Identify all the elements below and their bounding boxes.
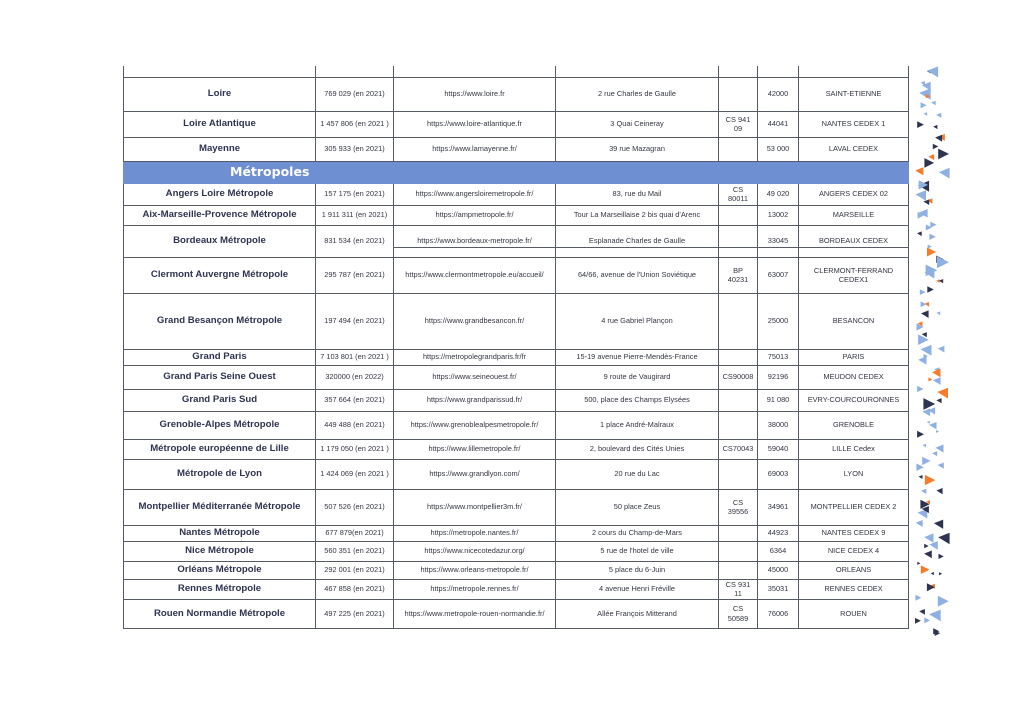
decorative-triangle — [922, 332, 927, 337]
postcode-cell: 92196 — [758, 365, 799, 389]
entity-name: Loire Atlantique — [124, 111, 316, 137]
postcode-cell: 35031 — [758, 579, 799, 599]
postcode-cell: 25000 — [758, 293, 799, 349]
decorative-triangle — [919, 609, 925, 615]
entity-name: Orléans Métropole — [124, 561, 316, 579]
decorative-triangle — [917, 386, 923, 392]
cs-bp-cell: CS 39556 — [719, 489, 758, 525]
city-cell: ORLEANS — [799, 561, 909, 579]
website-link[interactable]: https://www.clermontmetropole.eu/accueil/ — [394, 257, 556, 293]
decorative-triangle — [927, 421, 930, 424]
empty-cell — [719, 66, 758, 77]
decorative-triangle — [917, 121, 924, 128]
website-link[interactable]: https://www.seineouest.fr/ — [394, 365, 556, 389]
decorative-triangle — [939, 168, 950, 179]
city-cell: BESANCON — [799, 293, 909, 349]
website-link[interactable]: https://www.bordeaux-metropole.fr/ — [394, 225, 556, 257]
section-header-row — [124, 161, 909, 183]
website-link[interactable]: https://www.loire.fr — [394, 77, 556, 111]
decorative-triangle — [921, 102, 927, 108]
cell-divider — [556, 247, 718, 248]
website-link[interactable]: https://ampmetropole.fr/ — [394, 205, 556, 225]
cs-bp-cell — [719, 293, 758, 349]
decorative-triangle — [916, 190, 927, 201]
entity-name: Rennes Métropole — [124, 579, 316, 599]
population-cell: 320000 (en 2022) — [316, 365, 394, 389]
website-link[interactable]: https://www.grandparissud.fr/ — [394, 389, 556, 411]
decorative-triangle — [921, 345, 932, 356]
decorative-triangle — [924, 544, 929, 549]
decorative-triangle — [917, 562, 920, 565]
decorative-triangle — [934, 520, 943, 529]
entity-name: Métropole de Lyon — [124, 459, 316, 489]
postcode-cell: 45000 — [758, 561, 799, 579]
directory-table — [123, 66, 909, 629]
entity-name: Rouen Normandie Métropole — [124, 599, 316, 628]
city-cell: BORDEAUX CEDEX — [799, 225, 909, 257]
cs-bp-cell — [719, 389, 758, 411]
cs-bp-cell — [719, 137, 758, 161]
table-row — [124, 489, 909, 525]
entity-name: Grand Paris — [124, 349, 316, 365]
address-cell: 83, rue du Mail — [556, 183, 719, 205]
city-cell: ROUEN — [799, 599, 909, 628]
table-row — [124, 137, 909, 161]
city-cell: EVRY-COURCOURONNES — [799, 389, 909, 411]
city-cell: MARSEILLE — [799, 205, 909, 225]
city-cell: LAVAL CEDEX — [799, 137, 909, 161]
entity-name: Grenoble-Alpes Métropole — [124, 411, 316, 439]
empty-cell — [394, 66, 556, 77]
decorative-triangle — [918, 356, 926, 364]
decorative-triangle — [937, 256, 949, 268]
cs-bp-cell: CS90008 — [719, 365, 758, 389]
cs-bp-cell: CS70043 — [719, 439, 758, 459]
postcode-cell: 6364 — [758, 541, 799, 561]
table-row — [124, 525, 909, 541]
population-cell: 357 664 (en 2021) — [316, 389, 394, 411]
address-cell: 64/66, avenue de l'Union Soviétique — [556, 257, 719, 293]
website-link[interactable]: https://www.lamayenne.fr/ — [394, 137, 556, 161]
population-cell: 1 457 806 (en 2021 ) — [316, 111, 394, 137]
population-cell: 507 526 (en 2021) — [316, 489, 394, 525]
table-row — [124, 205, 909, 225]
cs-bp-cell — [719, 525, 758, 541]
address-cell: 9 route de Vaugirard — [556, 365, 719, 389]
website-link[interactable]: https://www.grandlyon.com/ — [394, 459, 556, 489]
entity-name: Bordeaux Métropole — [124, 225, 316, 257]
population-cell: 677 879(en 2021) — [316, 525, 394, 541]
cs-bp-cell — [719, 77, 758, 111]
postcode-cell: 53 000 — [758, 137, 799, 161]
decorative-triangle — [919, 88, 931, 100]
decorative-triangle — [917, 231, 922, 236]
postcode-cell: 76006 — [758, 599, 799, 628]
entity-name: Grand Paris Seine Ouest — [124, 365, 316, 389]
entity-name: Grand Paris Sud — [124, 389, 316, 411]
address-cell: 2 cours du Champ-de-Mars — [556, 525, 719, 541]
cs-bp-cell: CS 931 11 — [719, 579, 758, 599]
entity-name: Clermont Auvergne Métropole — [124, 257, 316, 293]
city-cell: MEUDON CEDEX — [799, 365, 909, 389]
decorative-triangle — [937, 311, 941, 315]
website-link[interactable]: https://www.grandbesancon.fr/ — [394, 293, 556, 349]
table-row — [124, 257, 909, 293]
postcode-cell: 91 080 — [758, 389, 799, 411]
cs-bp-cell — [719, 561, 758, 579]
cs-bp-cell — [719, 225, 758, 257]
decorative-triangle — [938, 346, 945, 353]
decorative-triangle — [924, 158, 934, 168]
postcode-cell: 59040 — [758, 439, 799, 459]
population-cell: 831 534 (en 2021) — [316, 225, 394, 257]
decorative-triangle — [939, 554, 944, 559]
website-link[interactable]: https://www.grenoblealpesmetropole.fr/ — [394, 411, 556, 439]
postcode-cell: 75013 — [758, 349, 799, 365]
decorative-triangle — [915, 595, 921, 601]
decorative-triangle — [915, 618, 921, 624]
decorative-triangle — [924, 199, 930, 205]
table-row — [124, 111, 909, 137]
city-cell: LYON — [799, 459, 909, 489]
city-cell: PARIS — [799, 349, 909, 365]
empty-cell — [556, 66, 719, 77]
website-link[interactable]: https://www.loire-atlantique.fr — [394, 111, 556, 137]
decorative-triangle — [938, 533, 949, 544]
cell-divider — [394, 247, 555, 248]
cs-bp-cell: CS 941 09 — [719, 111, 758, 137]
website-link[interactable]: https://www.metropole-rouen-normandie.fr/ — [394, 599, 556, 628]
decorative-triangle — [921, 489, 926, 494]
decorative-triangle — [938, 149, 949, 160]
decorative-triangle — [921, 310, 929, 318]
population-cell: 467 858 (en 2021) — [316, 579, 394, 599]
decorative-triangle — [929, 234, 935, 240]
postcode-cell: 33045 — [758, 225, 799, 257]
table-row — [124, 225, 909, 257]
table-row — [124, 439, 909, 459]
truncated-row — [124, 66, 909, 77]
address-cell: 3 Quai Ceineray — [556, 111, 719, 137]
address-cell: Esplanade Charles de Gaulle — [556, 225, 719, 257]
entity-name: Angers Loire Métropole — [124, 183, 316, 205]
empty-cell — [758, 66, 799, 77]
address-cell: 5 place du 6-Juin — [556, 561, 719, 579]
decorative-triangle — [939, 572, 942, 575]
decorative-triangle — [933, 377, 941, 385]
directory-table-body — [124, 66, 909, 628]
address-cell: 1 place André-Malraux — [556, 411, 719, 439]
website-link[interactable]: https://www.lillemetropole.fr/ — [394, 439, 556, 459]
website-link[interactable]: https://metropole.nantes.fr/ — [394, 525, 556, 541]
decorative-triangle — [932, 451, 937, 456]
decorative-triangle — [936, 398, 941, 403]
decorative-triangle — [928, 154, 934, 160]
table-row — [124, 411, 909, 439]
postcode-cell: 38000 — [758, 411, 799, 439]
decorative-triangle — [921, 565, 930, 574]
website-link[interactable]: https://metropolegrandparis.fr/fr — [394, 349, 556, 365]
decorative-triangle — [933, 144, 939, 149]
postcode-cell: 42000 — [758, 77, 799, 111]
decorative-triangle — [922, 457, 930, 465]
address-cell: 50 place Zeus — [556, 489, 719, 525]
address-cell: 20 rue du Lac — [556, 459, 719, 489]
cs-bp-cell: BP 40231 — [719, 257, 758, 293]
city-cell: NANTES CEDEX 9 — [799, 525, 909, 541]
city-cell: GRENOBLE — [799, 411, 909, 439]
table-row — [124, 349, 909, 365]
population-cell: 449 488 (en 2021) — [316, 411, 394, 439]
address-cell: Allée François Mitterand — [556, 599, 719, 628]
population-cell: 292 001 (en 2021) — [316, 561, 394, 579]
website-link[interactable]: https://www.nicecotedazur.org/ — [394, 541, 556, 561]
decorative-triangle — [931, 101, 936, 106]
postcode-cell: 69003 — [758, 459, 799, 489]
entity-name: Montpellier Méditerranée Métropole — [124, 489, 316, 525]
decorative-triangle — [927, 247, 936, 256]
population-cell: 1 179 050 (en 2021 ) — [316, 439, 394, 459]
decorative-triangle — [915, 167, 923, 175]
table-row — [124, 365, 909, 389]
decorative-triangle — [924, 618, 930, 624]
cs-bp-cell: CS 50589 — [719, 599, 758, 628]
website-link[interactable]: https://www.angersloiremetropole.fr/ — [394, 183, 556, 205]
city-cell: SAINT-ETIENNE — [799, 77, 909, 111]
city-cell: LILLE Cedex — [799, 439, 909, 459]
table-row — [124, 579, 909, 599]
city-cell: NICE CEDEX 4 — [799, 541, 909, 561]
decorative-triangle — [919, 475, 923, 479]
table-row — [124, 183, 909, 205]
population-cell: 7 103 801 (en 2021 ) — [316, 349, 394, 365]
table-row — [124, 293, 909, 349]
decorative-triangle — [933, 125, 937, 129]
address-cell: Tour La Marseillaise 2 bis quai d'Arenc — [556, 205, 719, 225]
decorative-triangle — [930, 222, 936, 228]
cs-bp-cell — [719, 411, 758, 439]
address-cell: 39 rue Mazagran — [556, 137, 719, 161]
cs-bp-cell — [719, 349, 758, 365]
population-cell: 1 911 311 (en 2021) — [316, 205, 394, 225]
postcode-cell: 49 020 — [758, 183, 799, 205]
decorative-triangle — [936, 279, 939, 283]
decorative-triangle — [935, 135, 942, 142]
decorative-triangle — [921, 81, 926, 86]
address-cell: 500, place des Champs Elysées — [556, 389, 719, 411]
cell-divider — [799, 247, 908, 248]
entity-name: Nantes Métropole — [124, 525, 316, 541]
city-cell: MONTPELLIER CEDEX 2 — [799, 489, 909, 525]
cs-bp-cell — [719, 541, 758, 561]
cs-bp-cell — [719, 459, 758, 489]
website-link[interactable]: https://metropole.rennes.fr/ — [394, 579, 556, 599]
decorative-triangle — [920, 289, 926, 295]
city-cell: CLERMONT-FERRAND CEDEX1 — [799, 257, 909, 293]
decorative-triangle — [928, 245, 932, 249]
table-row — [124, 389, 909, 411]
population-cell: 197 494 (en 2021) — [316, 293, 394, 349]
decorative-triangle — [937, 388, 948, 399]
decorative-triangle — [925, 475, 935, 485]
decorative-triangle — [928, 377, 932, 381]
cell-divider — [719, 247, 757, 248]
entity-name: Mayenne — [124, 137, 316, 161]
decorative-triangle — [929, 422, 936, 429]
population-cell: 305 933 (en 2021) — [316, 137, 394, 161]
website-link[interactable]: https://www.montpellier3m.fr/ — [394, 489, 556, 525]
city-cell: NANTES CEDEX 1 — [799, 111, 909, 137]
decorative-triangle — [922, 444, 926, 448]
table-row — [124, 541, 909, 561]
section-title: Métropoles — [124, 161, 909, 183]
address-cell: 15-19 avenue Pierre-Mendès-France — [556, 349, 719, 365]
decorative-triangle — [929, 610, 941, 622]
population-cell: 560 351 (en 2021) — [316, 541, 394, 561]
address-cell: 2, boulevard des Cités Unies — [556, 439, 719, 459]
address-cell: 2 rue Charles de Gaulle — [556, 77, 719, 111]
decorative-triangle — [918, 334, 929, 345]
population-cell: 497 225 (en 2021) — [316, 599, 394, 628]
address-cell: 4 avenue Henri Fréville — [556, 579, 719, 599]
postcode-cell: 63007 — [758, 257, 799, 293]
decorative-triangle — [917, 431, 924, 438]
decorative-triangle — [938, 596, 949, 607]
table-row — [124, 77, 909, 111]
address-cell: 5 rue de l'hotel de ville — [556, 541, 719, 561]
population-cell: 295 787 (en 2021) — [316, 257, 394, 293]
postcode-cell: 34961 — [758, 489, 799, 525]
decorative-triangle — [938, 463, 944, 469]
table-row — [124, 599, 909, 628]
postcode-cell: 13002 — [758, 205, 799, 225]
postcode-cell: 44041 — [758, 111, 799, 137]
decorative-triangle — [936, 488, 942, 494]
decorative-triangle — [936, 113, 941, 118]
cs-bp-cell — [719, 205, 758, 225]
decorative-triangle — [931, 572, 934, 575]
website-link[interactable]: https://www.orleans-metropole.fr/ — [394, 561, 556, 579]
decorative-triangle — [927, 286, 934, 293]
table-row — [124, 459, 909, 489]
cs-bp-cell: CS 80011 — [719, 183, 758, 205]
city-cell: RENNES CEDEX — [799, 579, 909, 599]
population-cell: 769 029 (en 2021) — [316, 77, 394, 111]
postcode-cell: 44923 — [758, 525, 799, 541]
empty-cell — [799, 66, 909, 77]
table-row — [124, 561, 909, 579]
empty-cell — [124, 66, 316, 77]
city-cell: ANGERS CEDEX 02 — [799, 183, 909, 205]
decorative-triangle — [924, 533, 933, 542]
entity-name: Métropole européenne de Lille — [124, 439, 316, 459]
address-cell: 4 rue Gabriel Plançon — [556, 293, 719, 349]
decorative-triangle — [936, 430, 939, 433]
decorative-triangles — [913, 60, 953, 640]
entity-name: Loire — [124, 77, 316, 111]
decorative-triangle — [916, 520, 923, 527]
population-cell: 1 424 069 (en 2021 ) — [316, 459, 394, 489]
population-cell: 157 175 (en 2021) — [316, 183, 394, 205]
entity-name: Grand Besançon Métropole — [124, 293, 316, 349]
decorative-triangle — [923, 112, 927, 116]
empty-cell — [316, 66, 394, 77]
cell-divider — [758, 247, 798, 248]
entity-name: Nice Métropole — [124, 541, 316, 561]
decorative-triangle — [924, 551, 932, 559]
entity-name: Aix-Marseille-Provence Métropole — [124, 205, 316, 225]
